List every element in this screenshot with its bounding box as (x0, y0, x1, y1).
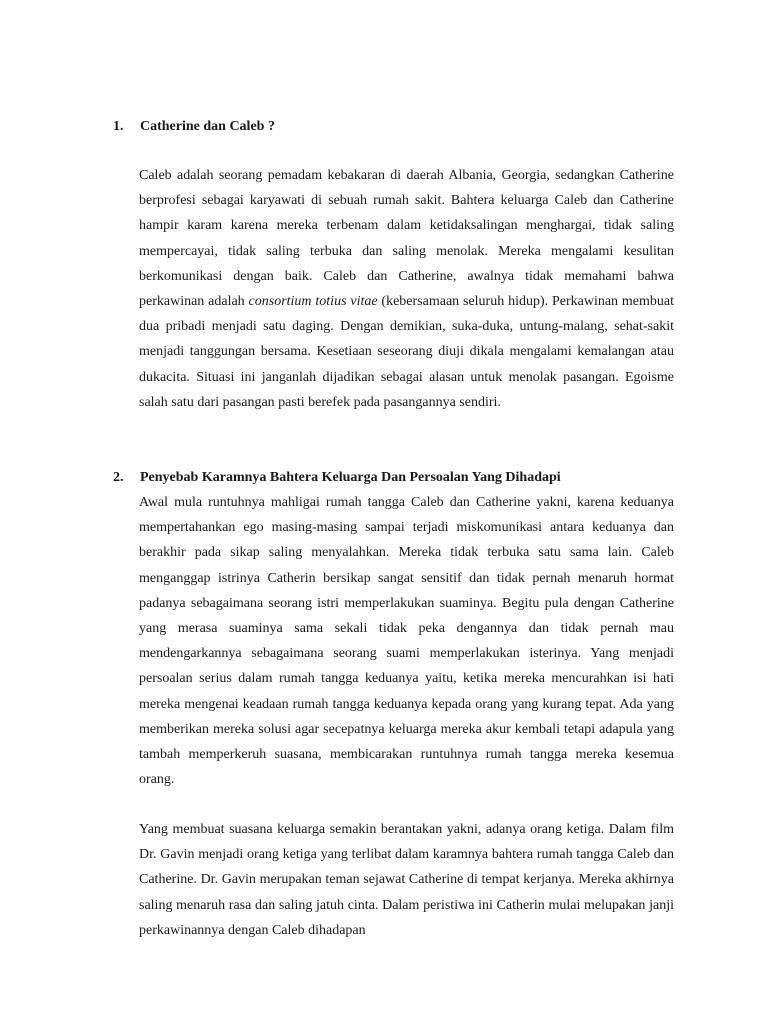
section-2-paragraph-1: Awal mula runtuhnya mahligai rumah tangga Caleb dan Catherine yakni, karena keduanya mempertahankan ego masing-masing sampai terjadi miskomunikasi antara keduanya dan berakhir pada sikap saling menyalahkan. Mereka tidak terbuka satu sama lain. Caleb menganggap istrinya Catherin bersikap sangat sensitif dan tidak pernah menaruh hormat padanya sebagaimana seorang istri memperlakukan suaminya. Begitu pula dengan Catherine yang merasa suaminya sama sekali tidak peka dengannya dan tidak pernah mau mendengarkannya sebagaimana seorang suami memperlakukan isterinya. Yang menjadi persoalan serius dalam rumah tangga keduanya yaitu, ketika mereka mencurahkan isi hati mereka mengenai keadaan rumah tangga keduanya kepada orang yang kurang tepat. Ada yang memberikan mereka solusi agar secepatnya keluarga mereka akur kembali tetapi adapula yang tambah memperkeruh suasana, membicarakan runtuhnya rumah tangga mereka kesemua orang. (139, 495, 674, 788)
section-1-title: Catherine dan Caleb ? (140, 119, 275, 134)
section-2-number: 2. (113, 470, 124, 485)
section-2-title: Penyebab Karamnya Bahtera Keluarga Dan Persoalan Yang Dihadapi (140, 470, 561, 485)
section-2-heading (113, 468, 561, 488)
section-1-heading (113, 117, 275, 137)
section-1-paragraph-text-cont: (kebersamaan seluruh hidup). Perkawinan membuat dua pribadi menjadi satu daging. Dengan demikian, suka-duka, untung-malang, sehat-sakit menjadi tanggungan bersama. Kesetiaan seseorang diuji dikala mengalami kemalangan atau dukacita. Situasi ini janganlah dijadikan sebagai alasan untuk menolak pasangan. Egoisme salah satu dari pasangan pasti berefek pada pasangannya sendiri. (139, 294, 675, 410)
section-1-number: 1. (113, 119, 124, 134)
section-1-paragraph (139, 163, 674, 415)
latin-term: consortium totius vitae (248, 294, 378, 310)
section-1-paragraph-text: Caleb adalah seorang pemadam kebakaran di daerah Albania, Georgia, sedangkan Catherine berprofesi sebagai karyawati di sebuah rumah sakit. Bahtera keluarga Caleb dan Catherine hampir karam karena mereka terbenam dalam ketidaksalingan menghargai, tidak saling mempercayai, tidak saling terbuka dan saling menolak. Mereka mengalami kesulitan berkomunikasi dengan baik. Caleb dan Catherine, awalnya tidak memahami bahwa perkawinan adalah (139, 168, 674, 310)
section-2-paragraph-2: Yang membuat suasana keluarga semakin berantakan yakni, adanya orang ketiga. Dalam film Dr. Gavin menjadi orang ketiga yang terlibat dalam karamnya bahtera rumah tangga Caleb dan Catherine. Dr. Gavin merupakan teman sejawat Catherine di tempat kerjanya. Mereka akhirnya saling menaruh rasa dan saling jatuh cinta. Dalam peristiwa ini Catherin mulai melupakan janji perkawinannya dengan Caleb dihadapan (139, 822, 674, 938)
